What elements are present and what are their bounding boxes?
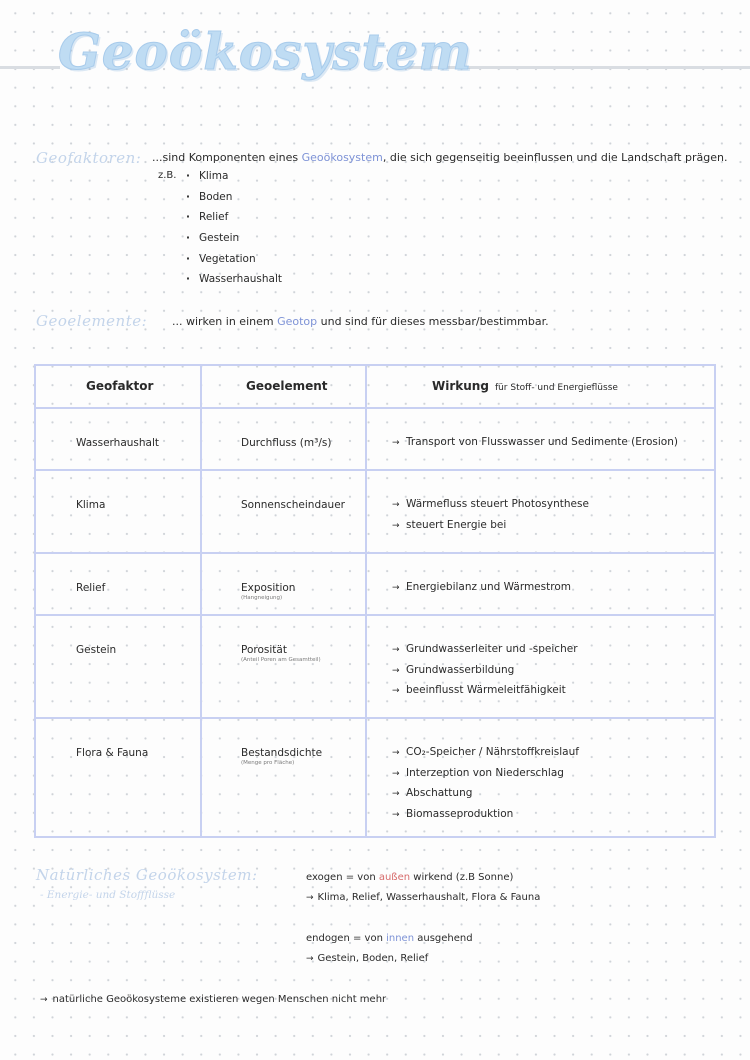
header-wirkung-label: Wirkung xyxy=(432,379,489,393)
list-item: · Relief xyxy=(186,207,282,228)
table-divider xyxy=(200,366,202,836)
list-item: → CO₂-Speicher / Nährstoffkreislauf xyxy=(392,742,579,763)
row-3-element-note: (Hangneigung) xyxy=(241,595,283,601)
table-divider xyxy=(36,469,714,471)
geofaktoren-def-highlight: Geoökosystem xyxy=(301,151,383,164)
exogen-pre: exogen = von xyxy=(306,872,379,883)
row-5-faktor: Flora & Fauna xyxy=(76,747,149,759)
row-3-element: Exposition xyxy=(241,582,296,594)
list-item: · Wasserhaushalt xyxy=(186,269,282,290)
exogen-line xyxy=(306,872,513,883)
geofaktoren-examples xyxy=(186,166,282,290)
header-geoelement: Geoelement xyxy=(246,379,328,393)
geofaktoren-def-post: , die sich gegenseitig beeinflussen und die Landschaft prägen. xyxy=(382,151,728,164)
row-3-element-wrap xyxy=(241,582,295,601)
arrow-icon: → xyxy=(306,893,314,903)
geoelemente-def-highlight: Geotop xyxy=(277,315,318,328)
geofaktoren-heading: Geofaktoren: xyxy=(36,149,142,167)
geoelemente-def-post: und sind für dieses messbar/bestimmbar. xyxy=(317,315,549,328)
list-item: → Transport von Flusswasser und Sedimente (Erosion) xyxy=(392,432,678,453)
endogen-line xyxy=(306,933,473,944)
list-item: · Klima xyxy=(186,166,282,187)
list-item: → Grundwasserbildung xyxy=(392,660,578,681)
geoelemente-heading: Geoelemente: xyxy=(36,312,148,330)
list-item: → Energiebilanz und Wärmestrom xyxy=(392,577,571,598)
list-item: · Boden xyxy=(186,187,282,208)
list-item: → Interzeption von Niederschlag xyxy=(392,763,579,784)
header-wirkung-note: für Stoff- und Energieflüsse xyxy=(494,383,618,393)
title-line-left xyxy=(0,66,60,69)
geo-table xyxy=(34,364,716,838)
row-4-faktor: Gestein xyxy=(76,644,117,656)
list-item: → Grundwasserleiter und -speicher xyxy=(392,639,578,660)
row-5-element: Bestandsdichte xyxy=(241,747,323,759)
endogen-pre: endogen = von xyxy=(306,933,387,944)
list-item: → Biomasseproduktion xyxy=(392,804,579,825)
arrow-icon: → xyxy=(40,995,48,1005)
row-1-element: Durchfluss (m³/s) xyxy=(241,437,332,449)
natural-subheading: - Energie- und Stoffflüsse xyxy=(40,889,176,901)
row-4-effects xyxy=(392,639,578,701)
row-4-element: Porosität xyxy=(241,644,287,656)
exogen-post: wirkend (z.B Sonne) xyxy=(410,872,514,883)
row-4-element-note: (Anteil Poren am Gesamtteil) xyxy=(241,657,321,663)
endogen-highlight: innen xyxy=(386,933,415,944)
natural-heading: Natürliches Geoökosystem: xyxy=(36,866,258,884)
header-wirkung xyxy=(432,379,618,393)
row-2-effects xyxy=(392,494,589,535)
endogen-list-text: Gestein, Boden, Relief xyxy=(317,953,429,964)
row-5-element-note: (Menge pro Fläche) xyxy=(241,760,295,766)
geofaktoren-def-pre: ...sind Komponenten eines xyxy=(152,151,302,164)
footer-note xyxy=(40,994,386,1005)
exogen-list-text: Klima, Relief, Wasserhaushalt, Flora & Fauna xyxy=(317,892,541,903)
list-item: → steuert Energie bei xyxy=(392,515,589,536)
page-title: Geoökosystem xyxy=(58,22,473,81)
list-item: · Vegetation xyxy=(186,249,282,270)
table-divider xyxy=(36,407,714,409)
exogen-highlight: außen xyxy=(378,872,411,883)
row-2-element: Sonnenscheindauer xyxy=(241,499,345,511)
endogen-post: ausgehend xyxy=(414,933,473,944)
endogen-list xyxy=(306,953,428,964)
header-geofaktor: Geofaktor xyxy=(86,379,154,393)
list-item: → beeinflusst Wärmeleitfähigkeit xyxy=(392,680,578,701)
row-1-faktor: Wasserhaushalt xyxy=(76,437,160,449)
row-5-element-wrap xyxy=(241,747,322,766)
zb-label: z.B. xyxy=(158,170,177,181)
exogen-list xyxy=(306,892,540,903)
table-divider xyxy=(36,552,714,554)
row-1-effects xyxy=(392,432,678,453)
row-3-faktor: Relief xyxy=(76,582,106,594)
list-item: · Gestein xyxy=(186,228,282,249)
row-5-effects xyxy=(392,742,579,825)
table-divider xyxy=(36,614,714,616)
geoelemente-def-pre: ... wirken in einem xyxy=(172,315,278,328)
row-4-element-wrap xyxy=(241,644,321,663)
geoelemente-definition xyxy=(172,315,549,328)
footer-note-text: natürliche Geoökosysteme existieren wegen Menschen nicht mehr xyxy=(52,994,387,1005)
list-item: → Wärmefluss steuert Photosynthese xyxy=(392,494,589,515)
row-2-faktor: Klima xyxy=(76,499,106,511)
arrow-icon: → xyxy=(306,954,314,964)
table-divider xyxy=(36,717,714,719)
list-item: → Abschattung xyxy=(392,783,579,804)
geofaktoren-definition xyxy=(152,151,727,164)
table-divider xyxy=(365,366,367,836)
row-3-effects xyxy=(392,577,571,598)
